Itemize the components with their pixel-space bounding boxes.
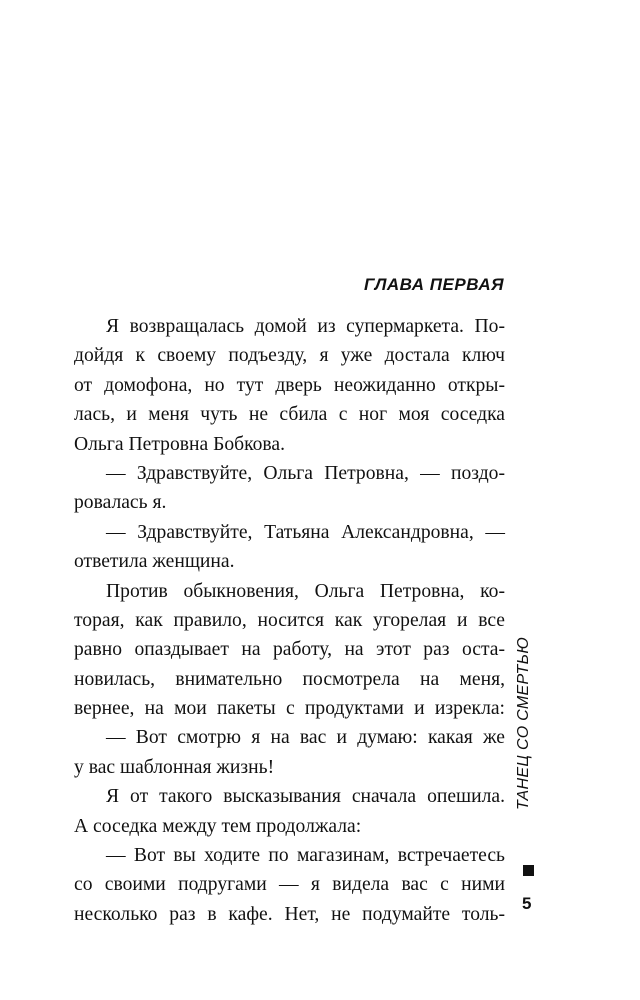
text-line: дойдя к своему подъезду, я уже достала ключ: [74, 345, 505, 367]
body-text: [74, 312, 505, 929]
text-line: несколько раз в кафе. Нет, не подумайте толь-: [74, 903, 505, 925]
text-line: Против обыкновения, Ольга Петровна, ко-: [106, 580, 505, 602]
text-line: А соседка между тем продолжала:: [74, 815, 362, 837]
text-line: — Вот смотрю я на вас и думаю: какая же: [106, 727, 505, 749]
text-line: Я возвращалась домой из супермаркета. По-: [106, 316, 505, 337]
text-line: — Вот вы ходите по магазинам, встречаетесь: [106, 845, 505, 867]
text-line: от домофона, но тут дверь неожиданно откры-: [74, 374, 505, 396]
chapter-title: ГЛАВА ПЕРВАЯ: [364, 275, 504, 294]
black-square-icon: [523, 865, 534, 876]
text-line: новилась, внимательно посмотрела на меня,: [74, 668, 505, 690]
text-line: Я от такого высказывания сначала опешила.: [106, 786, 505, 808]
text-line: ровалась я.: [74, 492, 167, 514]
text-line: — Здравствуйте, Татьяна Александровна, —: [106, 521, 505, 543]
text-line: Ольга Петровна Бобкова.: [74, 433, 285, 455]
running-title: ТАНЕЦ СО СМЕРТЬЮ: [515, 637, 532, 810]
text-line: ответила женщина.: [74, 551, 235, 573]
text-line: со своими подругами — я видела вас с ними: [74, 874, 505, 896]
text-line: лась, и меня чуть не сбила с ног моя соседка: [74, 404, 505, 426]
text-line: равно опаздывает на работу, на этот раз оста-: [74, 639, 505, 661]
text-line: у вас шаблонная жизнь!: [74, 756, 275, 778]
text-line: торая, как правило, носится как угорелая и все: [74, 609, 505, 631]
text-line: — Здравствуйте, Ольга Петровна, — поздо-: [106, 462, 505, 484]
text-line: вернее, на мои пакеты с продуктами и изрекла:: [74, 698, 505, 720]
page-number: 5: [522, 894, 532, 913]
